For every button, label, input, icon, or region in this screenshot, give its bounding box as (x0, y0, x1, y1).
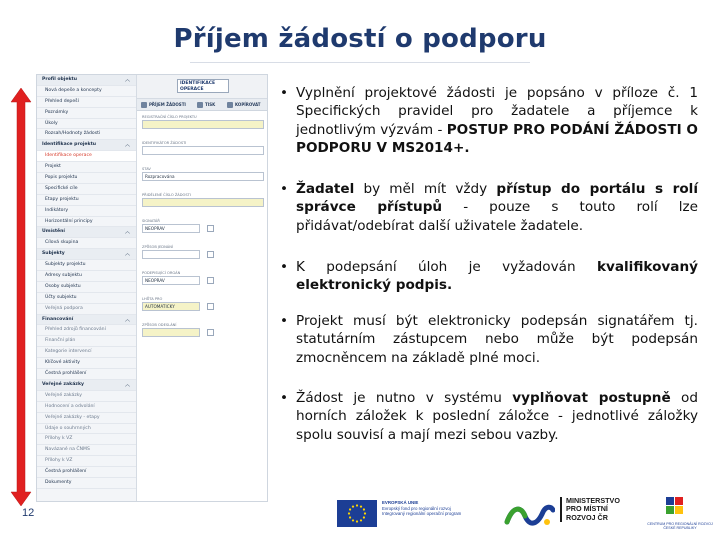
field-checkbox[interactable] (207, 251, 214, 258)
bullet-text-run: Projekt musí být elektronicky podepsán signatářem tj. statutárním zástupcem nebo může být podepsán zmocněncem na základě plné moci. (296, 313, 698, 366)
sidebar-item[interactable]: Veřejné zakázky ︿ (37, 380, 136, 391)
bullet-text-run: Žadatel (296, 181, 355, 197)
bullet-text-run: POSTUP PRO PODÁNÍ ŽÁDOSTI O PODPORU V MS2014+. (296, 121, 698, 156)
sidebar-item[interactable]: Osoby subjektu (37, 282, 136, 293)
field-label: REGISTRAČNÍ ČÍSLO PROJEKTU (142, 115, 197, 119)
field-input[interactable] (142, 198, 264, 207)
eu-star (348, 512, 350, 514)
crr-text: CENTRUM PRO REGIONÁLNÍ ROZVOJ ČESKÉ REPUBLIKY (647, 522, 713, 531)
toolbar-receive[interactable]: PŘÍJEM ŽÁDOSTI (149, 102, 186, 107)
eu-flag (337, 500, 377, 527)
eu-star (360, 505, 362, 507)
field-input[interactable]: NEOPRAV (142, 224, 200, 233)
field-input[interactable]: NEOPRAV (142, 276, 200, 285)
bullet-text-run: - pouze s touto rolí lze přidávat/odebírat další uživatele žadatele. (296, 199, 698, 234)
field-label: IDENTIFIKÁTOR ŽÁDOSTI (142, 141, 187, 145)
eu-text (382, 500, 500, 517)
sidebar-item[interactable]: Klíčové aktivity (37, 358, 136, 369)
eu-stars-icon (337, 500, 377, 527)
sidebar-item[interactable]: Kategorie intervencí (37, 347, 136, 358)
sidebar-item[interactable]: Indikátory (37, 206, 136, 217)
sidebar-item[interactable]: Nová depeše a koncepty (37, 86, 136, 97)
ministry-line-2: PRO MÍSTNÍ (566, 504, 608, 514)
sidebar-item[interactable]: Hodnocení a odvolání (37, 402, 136, 413)
page-number: 12 (22, 507, 35, 519)
eu-star (363, 516, 365, 518)
bullet-2: • Žadatel by měl mít vždy přístup do portálu s rolí správce přístupů - pouze s touto rolí lze přidávat/odebírat další uživatele žadatele. (280, 181, 698, 234)
sidebar-item[interactable]: Identifikace operace (37, 151, 136, 162)
field-input[interactable] (142, 250, 200, 259)
field-label: LHŮTA PRO (142, 297, 163, 301)
field-checkbox[interactable] (207, 225, 214, 232)
eu-star (349, 516, 351, 518)
eu-star (364, 512, 366, 514)
sidebar-item[interactable]: Přehled depeší (37, 97, 136, 108)
field-input[interactable]: AUTOMATICKY (142, 302, 200, 311)
field-label: ZPŮSOB JEDNÁNÍ (142, 245, 173, 249)
field-checkbox[interactable] (207, 303, 214, 310)
eu-star (352, 519, 354, 521)
bullet-text-run: vyplňovat postupně (512, 390, 671, 406)
sidebar-item[interactable]: Horizontální principy (37, 217, 136, 228)
sidebar-item[interactable]: Finanční plán (37, 336, 136, 347)
sidebar-item[interactable]: Specifické cíle (37, 184, 136, 195)
header-box: IDENTIFIKACE OPERACE (177, 79, 229, 93)
field-input[interactable] (142, 328, 200, 337)
sidebar-item[interactable]: Přehled zdrojů financování (37, 325, 136, 336)
title-divider (190, 62, 530, 63)
sidebar-item[interactable]: Identifikace projektu ︿ (37, 140, 136, 151)
ministry-line-1: MINISTERSTVO (566, 496, 620, 505)
toolbar-print[interactable]: TISK (205, 102, 216, 107)
sidebar-item[interactable]: Navázané na ČNMS (37, 445, 136, 456)
field-checkbox[interactable] (207, 277, 214, 284)
eu-line-3: Integrovaný regionální operační program (382, 511, 462, 517)
sidebar-item[interactable]: Úkoly (37, 119, 136, 130)
sidebar-item[interactable]: Poznámky (37, 108, 136, 119)
sidebar-item[interactable]: Přílohy k VZ (37, 434, 136, 445)
portal-sidebar (37, 75, 137, 502)
bullet-1: • Vyplnění projektové žádosti je popsáno v příloze č. 1 Specifických pravidel pro žadatele a příjemce k jednotlivým výzvám - POSTUP PRO PODÁNÍ ŽÁDOSTI O PODPORU V MS2014+. (280, 85, 698, 156)
bullet-4: • Projekt musí být elektronicky podepsán signatářem tj. statutárním zástupcem nebo může být podepsán zmocněncem na základě plné moci. (280, 313, 698, 366)
sidebar-item[interactable]: Přílohy k VZ (37, 456, 136, 467)
sidebar-item[interactable]: Čestná prohlášení (37, 369, 136, 380)
sidebar-item[interactable]: Etapy projektu (37, 195, 136, 206)
bullet-text-run: Vyplnění projektové žádosti je popsáno v příloze č. 1 Specifických pravidel pro žadatele a příjemce k jednotlivým výzvám - (296, 85, 698, 138)
field-label: ZPŮSOB ODESLÁNÍ (142, 323, 177, 327)
red-double-arrow (8, 88, 34, 506)
sidebar-item[interactable]: Profil objektu ︿ (37, 75, 136, 86)
copy-icon[interactable] (227, 102, 233, 108)
sidebar-item[interactable]: Veřejné zakázky (37, 391, 136, 402)
ministry-logo (560, 497, 626, 522)
eu-line-2: Evropský fond pro regionální rozvoj (382, 505, 451, 511)
portal-toolbar (137, 99, 268, 111)
eu-star (356, 520, 358, 522)
sidebar-item[interactable]: Účty subjektu (37, 293, 136, 304)
sidebar-item[interactable]: Čestná prohlášení (37, 467, 136, 478)
field-label: STAV (142, 167, 151, 171)
bullet-5: • Žádost je nutno v systému vyplňovat postupně od horních záložek k poslední záložce - jednotlivé záložky spolu souvisí a mají mezi sebou vazby. (280, 390, 698, 443)
field-label: PODEPISUJÍCÍ ORGÁN (142, 271, 181, 275)
sidebar-item[interactable]: Cílová skupina (37, 238, 136, 249)
bullet-text-run: od horních záložek k poslední záložce - jednotlivé záložky spolu souvisí a mají mezi sebou vazby. (296, 390, 698, 443)
bullet-text-run: Žádost je nutno v systému (296, 390, 513, 406)
eu-line-1: EVROPSKÁ UNIE (382, 500, 419, 505)
bullet-3: • K podepsání úloh je vyžadován kvalifikovaný elektronický podpis. (280, 259, 698, 294)
sidebar-item[interactable]: Veřejné zakázky - etapy (37, 413, 136, 424)
sidebar-item[interactable]: Umístění ︿ (37, 227, 136, 238)
sidebar-item[interactable]: Údaje o souhrnných (37, 424, 136, 435)
sidebar-item[interactable]: Subjekty ︿ (37, 249, 136, 260)
sidebar-item[interactable]: Veřejná podpora (37, 304, 136, 315)
bullet-text-run: kvalifikovaný elektronický podpis. (296, 259, 698, 294)
eu-star (356, 504, 358, 506)
slide-title: Příjem žádostí o podporu (173, 24, 547, 54)
bullet-text-run: K podepsání úloh je vyžadován (296, 259, 597, 275)
portal-screenshot (36, 74, 268, 502)
sidebar-item[interactable]: Rozsah/Hodnoty žádosti (37, 129, 136, 140)
eu-star (349, 508, 351, 510)
print-icon[interactable] (197, 102, 203, 108)
sidebar-item[interactable]: Financování ︿ (37, 315, 136, 326)
ministry-line-3: ROZVOJ ČR (566, 512, 608, 522)
eu-star (363, 508, 365, 510)
field-label: PŘIDĚLENÉ ČÍSLO ŽÁDOSTI (142, 193, 191, 197)
eu-star (352, 505, 354, 507)
sidebar-item[interactable]: Adresy subjektu (37, 271, 136, 282)
field-input[interactable] (142, 146, 264, 155)
field-input[interactable] (142, 120, 264, 129)
iop-logo-icon (503, 500, 555, 530)
bullet-text-run: přístup do portálu s rolí správce přístupů (296, 181, 698, 216)
bullet-text-run: by měl mít vždy (354, 181, 497, 197)
field-input[interactable]: Rozpracována (142, 172, 264, 181)
sidebar-item[interactable]: Subjekty projektu (37, 260, 136, 271)
receive-icon[interactable] (141, 102, 147, 108)
eu-star (360, 519, 362, 521)
field-label: SIGNATÁŘ (142, 219, 160, 223)
toolbar-copy[interactable]: KOPÍROVAT (235, 102, 261, 107)
field-checkbox[interactable] (207, 329, 214, 336)
sidebar-item[interactable]: Popis projektu (37, 173, 136, 184)
sidebar-item[interactable]: Dokumenty (37, 478, 136, 489)
sidebar-item[interactable]: Projekt (37, 162, 136, 173)
